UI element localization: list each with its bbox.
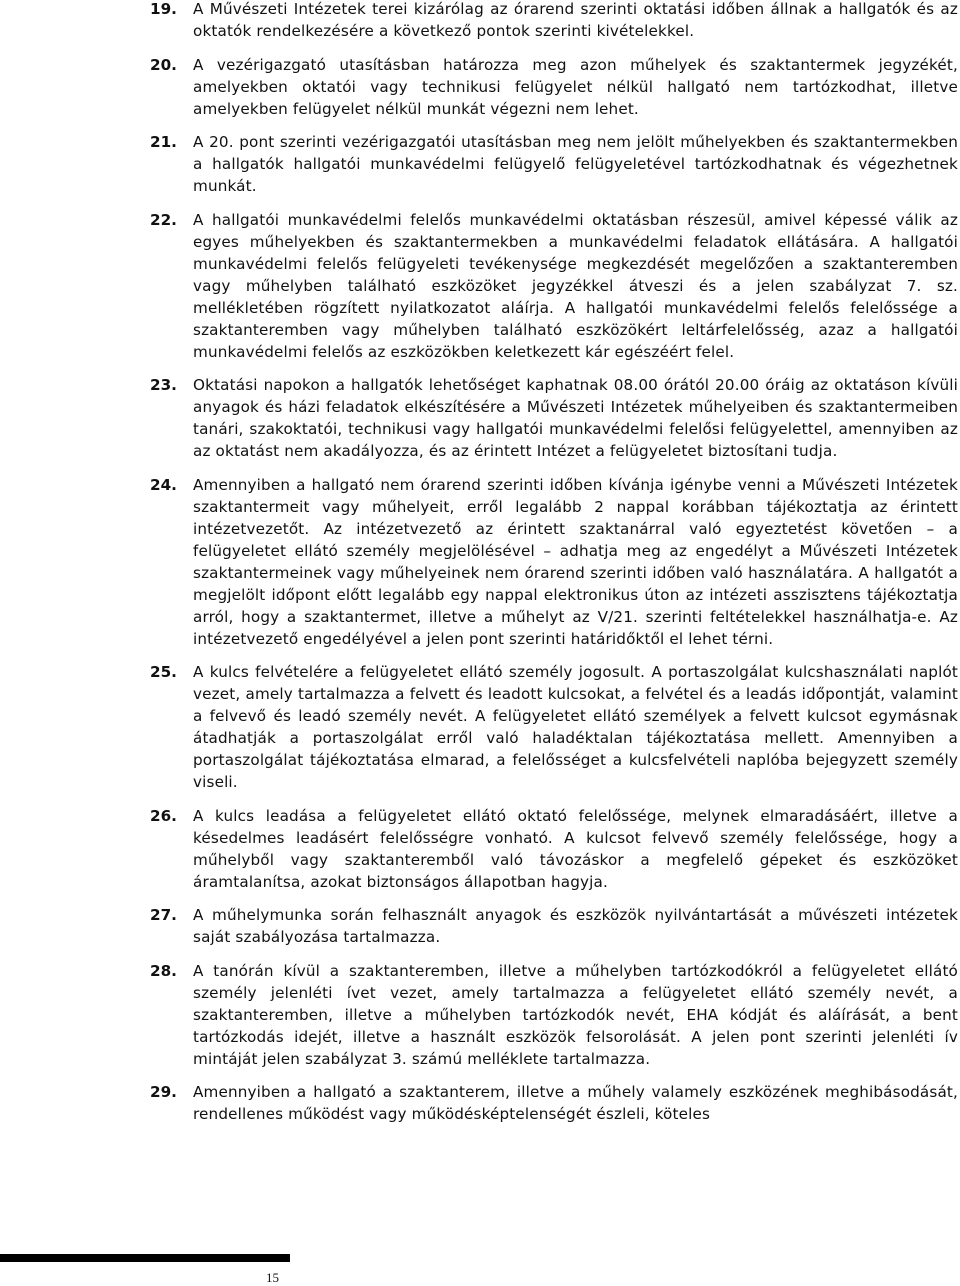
list-item (150, 1081, 958, 1125)
list-item (150, 474, 958, 650)
list-item (150, 805, 958, 893)
footer-rule (0, 1254, 290, 1262)
list-item (150, 131, 958, 197)
regulation-list (150, 0, 958, 1137)
list-item (150, 904, 958, 948)
item-text: A hallgatói munkavédelmi felelős munkavédelmi oktatásban részesül, amivel képessé válik az egyes műhelyekben és szaktantermekben a munkavédelmi feladatok ellátására. A hallgatói munkavédelmi felelős felügyeleti tevékenysége megkezdését megelőzően a szaktanteremben vagy műhelyben található eszközöket jegyzékkel átveszi és a jelen szabályzat 7. sz. mellékletében rögzített nyilatkozatot aláírja. A hallgatói munkavédelmi felelős felelőssége a szaktanteremben vagy műhelyben található eszközökért leltárfelelősség, azaz a hallgatói munkavédelmi felelős az eszközökben keletkezett kár egészéért felel. (193, 210, 958, 361)
item-number: 28. (150, 961, 177, 980)
item-number: 19. (150, 0, 177, 18)
item-number: 22. (150, 210, 177, 229)
item-number: 29. (150, 1083, 177, 1101)
item-number: 25. (150, 663, 177, 681)
item-text: A 20. pont szerinti vezérigazgatói utasításban meg nem jelölt műhelyekben és szaktantermekben a hallgatók hallgatói munkavédelmi felügyelő felügyeletével tartózkodhatnak és végezhetnek munkát. (193, 133, 958, 195)
item-text: A vezérigazgató utasításban határozza meg azon műhelyek és szaktantermek jegyzékét, amelyekben oktatói vagy technikusi felügyelet nélkül hallgató nem tartózkodhat, illetve amelyekben felügyelet nélkül munkát végezni nem lehet. (193, 55, 958, 118)
list-item (150, 661, 958, 793)
item-text: Amennyiben a hallgató a szaktanterem, illetve a műhely valamely eszközének meghibásodását, rendellenes működést vagy működésképtelenségét észleli, köteles (193, 1083, 958, 1123)
list-item (150, 54, 958, 120)
item-text: A Művészeti Intézetek terei kizárólag az órarend szerinti oktatási időben állnak a hallgatók és az oktatók rendelkezésére a következő pontok szerinti kivételekkel. (193, 0, 958, 40)
list-item (150, 0, 958, 42)
item-number: 26. (150, 806, 177, 825)
item-number: 27. (150, 906, 177, 924)
item-number: 23. (150, 376, 177, 394)
item-text: Amennyiben a hallgató nem órarend szerinti időben kívánja igénybe venni a Művészeti Intézetek szaktantermeit vagy műhelyeit, erről legalább 2 nappal korábban tájékoztatja az érintett intézetvezetőt. Az intézetvezető az érintett szaktanárral való egyeztetést követően – a felügyeletet ellátó személy megjelölésével – adhatja meg az engedélyt a Művészeti Intézetek szaktantermeinek vagy műhelyeinek nem órarend szerinti időben való használatára. A hallgatót a megjelölt időpont előtt legalább egy nappal elektronikus úton az intézeti asszisztens tájékoztatja arról, hogy a szaktantermet, illetve a műhelyt az V/21. szerinti feltételekkel használhatja-e. Az intézetvezető engedélyével a jelen pont szerinti határidőktől el lehet térni. (193, 475, 958, 648)
list-item (150, 209, 958, 363)
item-text: A műhelymunka során felhasznált anyagok és eszközök nyilvántartását a művészeti intézetek saját szabályozása tartalmazza. (193, 906, 958, 946)
item-text: A tanórán kívül a szaktanteremben, illetve a műhelyben tartózkodókról a felügyeletet ellátó személy jelenléti ívet vezet, amely tartalmazza a felügyeletet ellátó személy nevét, a szaktanteremben, illetve a műhelyben tartózkodók nevét, EHA kódját és aláírását, a bent tartózkodás idejét, illetve a használt eszközök felsorolását. A jelen pont szerinti jelenléti ív mintáját jelen szabályzat 3. számú melléklete tartalmazza. (193, 961, 958, 1068)
item-text: A kulcs leadása a felügyeletet ellátó oktató felelőssége, melynek elmaradásáért, illetve a késedelmes leadásért felelősségre vonható. A kulcsot felvevő személy felelőssége, hogy a műhelyből vagy szaktanteremből való távozáskor a megfelelő gépeket és eszközöket áramtalanítsa, azokat biztonságos állapotban hagyja. (193, 806, 958, 891)
item-number: 21. (150, 133, 177, 151)
item-number: 24. (150, 475, 177, 494)
list-item (150, 374, 958, 462)
page-number: 15 (266, 1270, 279, 1285)
item-text: Oktatási napokon a hallgatók lehetőséget kaphatnak 08.00 órától 20.00 óráig az oktatáson kívüli anyagok és házi feladatok elkészítésére a Művészeti Intézetek műhelyeiben és szaktantermeiben tanári, szakoktatói, technikusi vagy hallgatói munkavédelmi felelősi felügyelettel, amennyiben az az oktatást nem akadályozza, és az érintett Intézet a felügyeletet biztosítani tudja. (193, 376, 958, 460)
item-number: 20. (150, 55, 177, 74)
item-text: A kulcs felvételére a felügyeletet ellátó személy jogosult. A portaszolgálat kulcshasználati naplót vezet, amely tartalmazza a felvett és leadott kulcsokat, a felvétel és a leadás időpontját, valamint a felvevő és leadó személy nevét. A felügyeletet ellátó személyek a felvett kulcsot egymásnak átadhatják a portaszolgálat erről való haladéktalan tájékoztatása mellett. Amennyiben a portaszolgálat tájékoztatása elmarad, a felelősséget a kulcsfelvételi naplóba bejegyzett személy viseli. (193, 663, 958, 791)
list-item (150, 960, 958, 1070)
